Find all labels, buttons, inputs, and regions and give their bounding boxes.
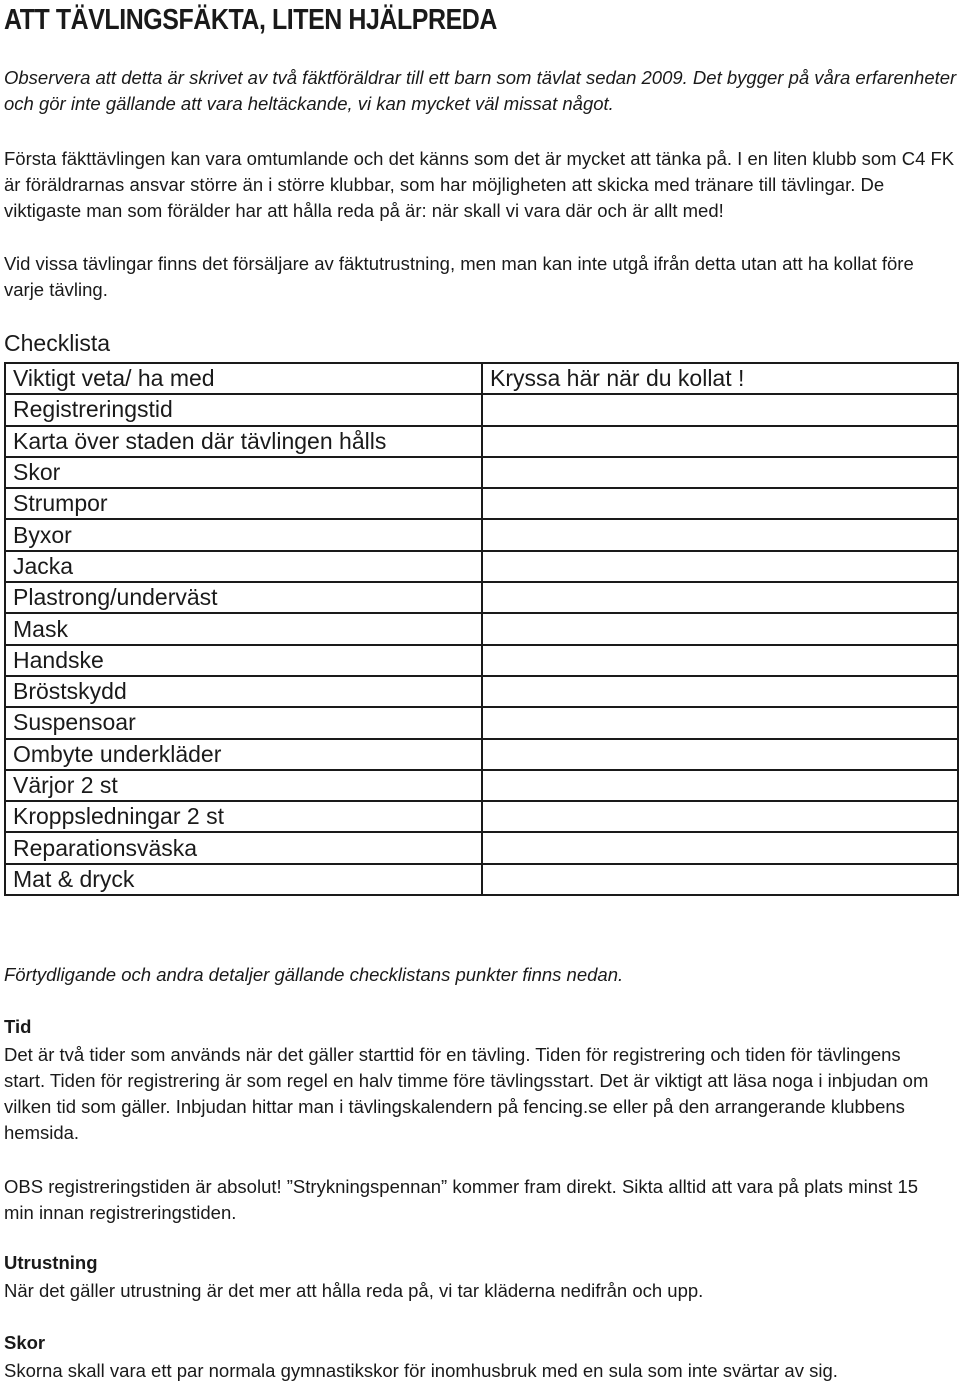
checklist-item: Mask: [5, 613, 482, 644]
section-text-tid: Det är två tider som används när det gäller starttid för en tävling. Tiden för registrering och tiden för tävlingens start. Tiden för registrering är som regel en halv timme före tävlingsstart. Det är viktigt att läsa noga i inbjudan om vilken tid som gäller. Inbjudan hittar man i tävlingskalendern på fencing.se eller på den arrangerande klubbens hemsida.: [4, 1044, 929, 1143]
checklist-check-cell[interactable]: [482, 394, 958, 425]
checklist-item: Mat & dryck: [5, 864, 482, 895]
checklist-row: [5, 739, 958, 770]
checklist-item: Kroppsledningar 2 st: [5, 801, 482, 832]
checklist-row: [5, 832, 958, 863]
checklist-item: Skor: [5, 457, 482, 488]
checklist-row: [5, 801, 958, 832]
checklist-col2-header: Kryssa här när du kollat !: [482, 363, 958, 394]
checklist-check-cell[interactable]: [482, 457, 958, 488]
checklist-check-cell[interactable]: [482, 864, 958, 895]
checklist-check-cell[interactable]: [482, 426, 958, 457]
checklist-item: Handske: [5, 645, 482, 676]
checklist-row: [5, 582, 958, 613]
checklist-check-cell[interactable]: [482, 488, 958, 519]
section-text-obs: OBS registreringstiden är absolut! ”Strykningspennan” kommer fram direkt. Sikta alltid att vara på plats minst 15 min innan registreringstiden.: [4, 1176, 919, 1223]
paragraph-first-competition: Första fäkttävlingen kan vara omtumlande och det känns som det är mycket att tänka på. I en liten klubb som C4 FK är föräldrarnas ansvar större än i större klubbar, som har möjligheten att skicka med tränare till tävlingar. De viktigaste man som förälder har att hålla reda på är: när skall vi vara där och är allt med!: [4, 148, 955, 221]
section-text-skor: Skorna skall vara ett par normala gymnastikskor för inomhusbruk med en sula som inte svärtar av sig.: [4, 1360, 838, 1381]
checklist-row: [5, 707, 958, 738]
checklist-check-cell[interactable]: [482, 582, 958, 613]
checklist-row: [5, 488, 958, 519]
checklist-item: Plastrong/underväst: [5, 582, 482, 613]
checklist-row: [5, 457, 958, 488]
checklist-check-cell[interactable]: [482, 832, 958, 863]
checklist-row: [5, 394, 958, 425]
checklist-row: [5, 676, 958, 707]
checklist-item: Suspensoar: [5, 707, 482, 738]
checklist-row: [5, 645, 958, 676]
checklist-row: [5, 551, 958, 582]
paragraph-equipment-sellers: Vid vissa tävlingar finns det försäljare av fäktutrustning, men man kan inte utgå ifrån detta utan att ha kollat före varje tävling.: [4, 253, 914, 300]
checklist-item: Bröstskydd: [5, 676, 482, 707]
checklist-check-cell[interactable]: [482, 676, 958, 707]
checklist-row: [5, 864, 958, 895]
checklist-row: [5, 770, 958, 801]
checklist-check-cell[interactable]: [482, 770, 958, 801]
checklist-check-cell[interactable]: [482, 551, 958, 582]
checklist-item: Strumpor: [5, 488, 482, 519]
section-heading-tid: Tid: [4, 1016, 32, 1037]
intro-paragraph: Observera att detta är skrivet av två fäktföräldrar till ett barn som tävlat sedan 2009. Det bygger på våra erfarenheter och gör inte gällande att vara heltäckande, vi kan mycket väl missat något.: [4, 67, 957, 114]
checklist-header-row: [5, 363, 958, 394]
checklist-check-cell[interactable]: [482, 801, 958, 832]
checklist-item: Värjor 2 st: [5, 770, 482, 801]
checklist-heading: Checklista: [4, 330, 111, 356]
checklist-check-cell[interactable]: [482, 707, 958, 738]
section-heading-utrustning: Utrustning: [4, 1252, 98, 1273]
checklist-check-cell[interactable]: [482, 613, 958, 644]
checklist-check-cell[interactable]: [482, 645, 958, 676]
section-heading-skor: Skor: [4, 1332, 46, 1353]
checklist-row: [5, 426, 958, 457]
checklist-col1-header: Viktigt veta/ ha med: [5, 363, 482, 394]
checklist-item: Ombyte underkläder: [5, 739, 482, 770]
section-text-utrustning: När det gäller utrustning är det mer att hålla reda på, vi tar kläderna nedifrån och upp.: [4, 1280, 704, 1301]
page-title: ATT TÄVLINGSFÄKTA, LITEN HJÄLPREDA: [4, 4, 497, 36]
checklist-row: [5, 519, 958, 550]
checklist-item: Reparationsväska: [5, 832, 482, 863]
checklist-item: Jacka: [5, 551, 482, 582]
checklist-item: Registreringstid: [5, 394, 482, 425]
checklist-note: Förtydligande och andra detaljer gällande checklistans punkter finns nedan.: [4, 964, 624, 985]
checklist-table: [4, 362, 959, 896]
checklist-check-cell[interactable]: [482, 739, 958, 770]
checklist-item: Karta över staden där tävlingen hålls: [5, 426, 482, 457]
checklist-row: [5, 613, 958, 644]
checklist-item: Byxor: [5, 519, 482, 550]
checklist-check-cell[interactable]: [482, 519, 958, 550]
